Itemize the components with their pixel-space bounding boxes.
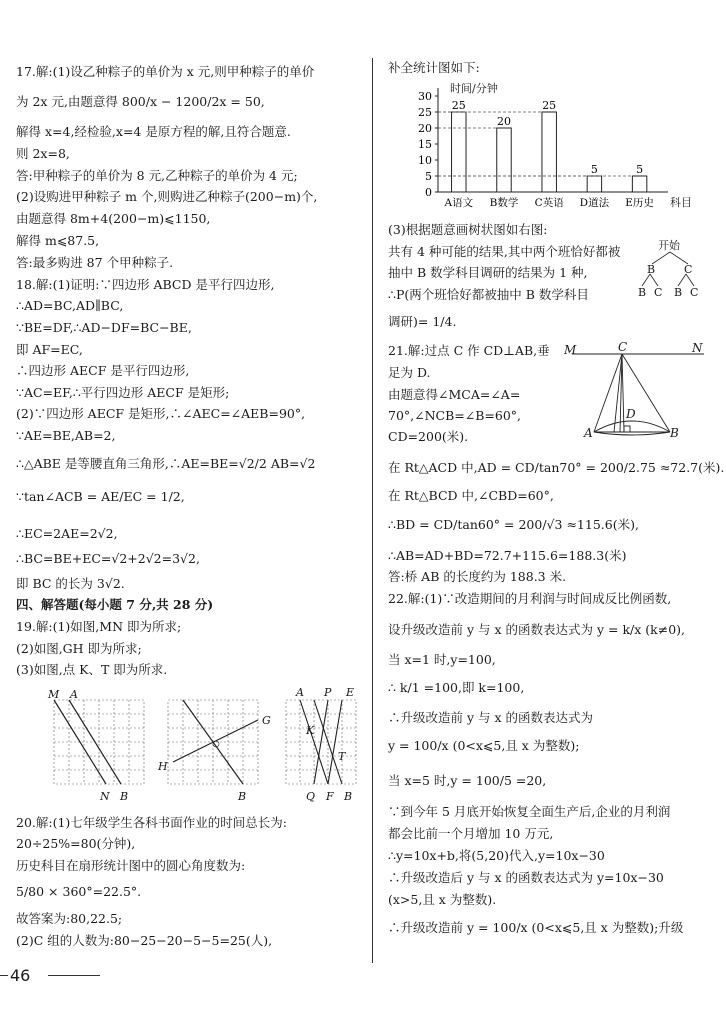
point-label: F [326, 790, 334, 803]
text-line: 答:最多购进 87 个甲种粽子. [16, 255, 174, 270]
point-label: E [346, 686, 355, 699]
y-tick-label: 5 [425, 170, 432, 183]
y-axis-label: 时间/分钟 [450, 82, 498, 95]
point-label: A [296, 686, 304, 699]
text-line: ∴BD = CD/tan60° = 200/√3 ≈115.6(米), [388, 517, 639, 532]
text-line: ∴升级改造后 y 与 x 的函数表达式为 y=10x−30 [388, 870, 664, 885]
data-label: 20 [496, 115, 511, 128]
tree-diagram [636, 238, 716, 300]
point-label: C [618, 340, 628, 354]
data-label: 5 [590, 163, 598, 176]
tree-node: B [638, 286, 647, 299]
text-line: 19.解:(1)如图,MN 即为所求; [16, 619, 182, 634]
text-line: 调研)= 1/4. [388, 314, 457, 329]
text-line: (2)如图,GH 即为所求; [16, 641, 142, 656]
text-line: ∵AE=BE,AB=2, [16, 428, 116, 443]
text-line: (3)如图,点 K、T 即为所求. [16, 662, 168, 677]
text-line: 17.解:(1)设乙种粽子的单价为 x 元,则甲种粽子的单价 [16, 64, 315, 79]
text-line: 答:甲种粽子的单价为 8 元,乙种粽子的单价为 4 元; [16, 168, 298, 183]
text-line: ∴y=10x+b,将(5,20)代入,y=10x−30 [388, 848, 605, 863]
text-line: 即 AF=EC, [16, 342, 83, 357]
text-line: 18.解:(1)证明:∵四边形 ABCD 是平行四边形, [16, 277, 275, 292]
text-line: 5/80 × 360°=22.5°. [16, 884, 142, 899]
category-label: D道法 [579, 197, 610, 209]
tree-node: C [690, 286, 699, 299]
text-line: 当 x=1 时,y=100, [388, 652, 496, 667]
footer-rule-right [48, 975, 100, 976]
point-label: B [120, 790, 129, 803]
category-label: E历史 [625, 197, 654, 209]
text-line: 22.解:(1)∵改造期间的月利润与时间成反比例函数, [388, 591, 672, 606]
point-label: M [564, 343, 577, 357]
y-tick-label: 15 [418, 138, 432, 151]
x-axis-label: 科目 [670, 196, 692, 209]
grid-figure-2 [168, 700, 258, 784]
category-label: A语文 [444, 197, 474, 209]
tree-node: C [684, 263, 693, 276]
text-line: 由题意得 8m+4(200−m)⩽1150, [16, 211, 211, 226]
section-heading: 四、解答题(每小题 7 分,共 28 分) [16, 597, 214, 612]
text-line: 设升级改造前 y 与 x 的函数表达式为 y = k/x (k≠0), [388, 622, 685, 637]
text-line: 故答案为:80,22.5; [16, 911, 123, 926]
point-label: Q [306, 790, 316, 803]
bar [632, 176, 646, 192]
bar-chart [398, 80, 698, 216]
text-line: 足为 D. [388, 365, 431, 380]
point-label: N [100, 790, 110, 803]
text-line: ∵AC=EF,∴平行四边形 AECF 是矩形; [16, 385, 230, 400]
text-line: 解得 x=4,经检验,x=4 是原方程的解,且符合题意. [16, 124, 291, 139]
text-line: 由题意得∠MCA=∠A= [388, 387, 521, 402]
y-tick-label: 10 [418, 154, 432, 167]
text-line: ∴BC=BE+EC=√2+2√2=3√2, [16, 551, 200, 566]
text-line: 抽中 B 数学科目调研的结果为 1 种, [388, 265, 588, 280]
data-label: 25 [542, 99, 557, 112]
tree-node: B [647, 263, 656, 276]
point-label: G [262, 714, 271, 727]
text-line: ∴△ABE 是等腰直角三角形,∴AE=BE=√2/2 AB=√2 [16, 456, 316, 471]
text-line: 当 x=5 时,y = 100/5 =20, [388, 773, 547, 788]
text-line: (2)∵四边形 AECF 是矩形,∴∠AEC=∠AEB=90°, [16, 406, 306, 421]
point-label: N [692, 341, 703, 355]
data-label: 25 [451, 99, 466, 112]
data-label: 5 [636, 163, 644, 176]
bridge-figure [562, 340, 716, 444]
point-label: D [626, 407, 636, 421]
text-line: ∵到今年 5 月底开始恢复全面生产后,企业的月利润 [388, 804, 671, 819]
text-line: 都会比前一个月增加 10 万元, [388, 826, 554, 841]
text-line: ∵BE=DF,∴AD−DF=BC−BE, [16, 320, 192, 335]
text-line: CD=200(米). [388, 429, 469, 444]
q19-figures [40, 686, 362, 806]
text-line: ∴AD=BC,AD∥BC, [16, 298, 124, 313]
text-line: ∴P(两个班恰好都被抽中 B 数学科目 [388, 287, 589, 302]
point-label: B [670, 426, 679, 440]
text-line: 共有 4 种可能的结果,其中两个班恰好都被 [388, 244, 621, 259]
point-label: A [584, 426, 593, 440]
text-line: 答:桥 AB 的长度约为 188.3 米. [388, 569, 567, 584]
text-line: (2)设购进甲种粽子 m 个,则购进乙种粽子(200−m)个, [16, 189, 318, 204]
point-label: K [306, 724, 315, 737]
text-line: 在 Rt△BCD 中,∠CBD=60°, [388, 488, 554, 503]
point-label: H [158, 760, 168, 773]
text-line: 21.解:过点 C 作 CD⊥AB,垂 [388, 343, 550, 358]
bar [542, 112, 556, 192]
tree-node: B [674, 286, 683, 299]
category-label: B数学 [489, 197, 519, 209]
text-line: 20÷25%=80(分钟), [16, 836, 136, 851]
bar [452, 112, 466, 192]
point-label: M [48, 688, 60, 701]
bar [587, 176, 601, 192]
grid-figure-1 [54, 700, 144, 784]
footer-rule-left [0, 975, 8, 976]
category-label: C英语 [534, 197, 564, 209]
text-line: ∴AB=AD+BD=72.7+115.6=188.3(米) [388, 548, 627, 563]
tree-node: C [654, 286, 663, 299]
text-line: 70°,∠NCB=∠B=60°, [388, 408, 522, 423]
text-line: (3)根据题意画树状图如右图: [388, 222, 548, 237]
y-tick-label: 0 [425, 186, 432, 199]
text-line: 历史科目在扇形统计图中的圆心角度数为: [16, 858, 246, 873]
bar [497, 128, 511, 192]
text-line: 则 2x=8, [16, 146, 70, 161]
y-tick-label: 25 [418, 106, 432, 119]
point-label: P [324, 686, 332, 699]
point-label: T [338, 750, 346, 763]
text-line: 在 Rt△ACD 中,AD = CD/tan70° = 200/2.75 ≈72.7(米). [388, 460, 725, 475]
y-tick-label: 20 [418, 122, 432, 135]
text-line: ∴EC=2AE=2√2, [16, 526, 118, 541]
column-divider [372, 58, 373, 963]
text-line: y = 100/x (0<x⩽5,且 x 为整数); [388, 738, 580, 753]
text-line: ∴升级改造前 y 与 x 的函数表达式为 [388, 710, 594, 725]
text-line: ∴升级改造前 y = 100/x (0<x⩽5,且 x 为整数);升级 [388, 920, 684, 935]
point-label: A [70, 688, 78, 701]
text-line: 补全统计图如下: [388, 60, 480, 75]
text-line: 解得 m⩽87.5, [16, 233, 100, 248]
text-line: (2)C 组的人数为:80−25−20−5−5=25(人), [16, 933, 273, 948]
text-line: ∵tan∠ACB = AE/EC = 1/2, [16, 489, 185, 504]
text-line: 为 2x 元,由题意得 800/x − 1200/2x = 50, [16, 94, 265, 109]
text-line: ∴ k/1 =100,即 k=100, [388, 680, 525, 695]
point-label: B [344, 790, 353, 803]
text-line: 20.解:(1)七年级学生各科书面作业的时间总长为: [16, 815, 288, 830]
y-tick-label: 30 [418, 90, 432, 103]
point-label: B [238, 790, 247, 803]
text-line: ∴四边形 AECF 是平行四边形, [16, 363, 190, 378]
text-line: 即 BC 的长为 3√2. [16, 576, 125, 591]
tree-root: 开始 [658, 239, 680, 252]
page-number: 46 [10, 966, 31, 985]
text-line: (x>5,且 x 为整数). [388, 892, 497, 907]
grid-figure-3 [286, 700, 356, 784]
